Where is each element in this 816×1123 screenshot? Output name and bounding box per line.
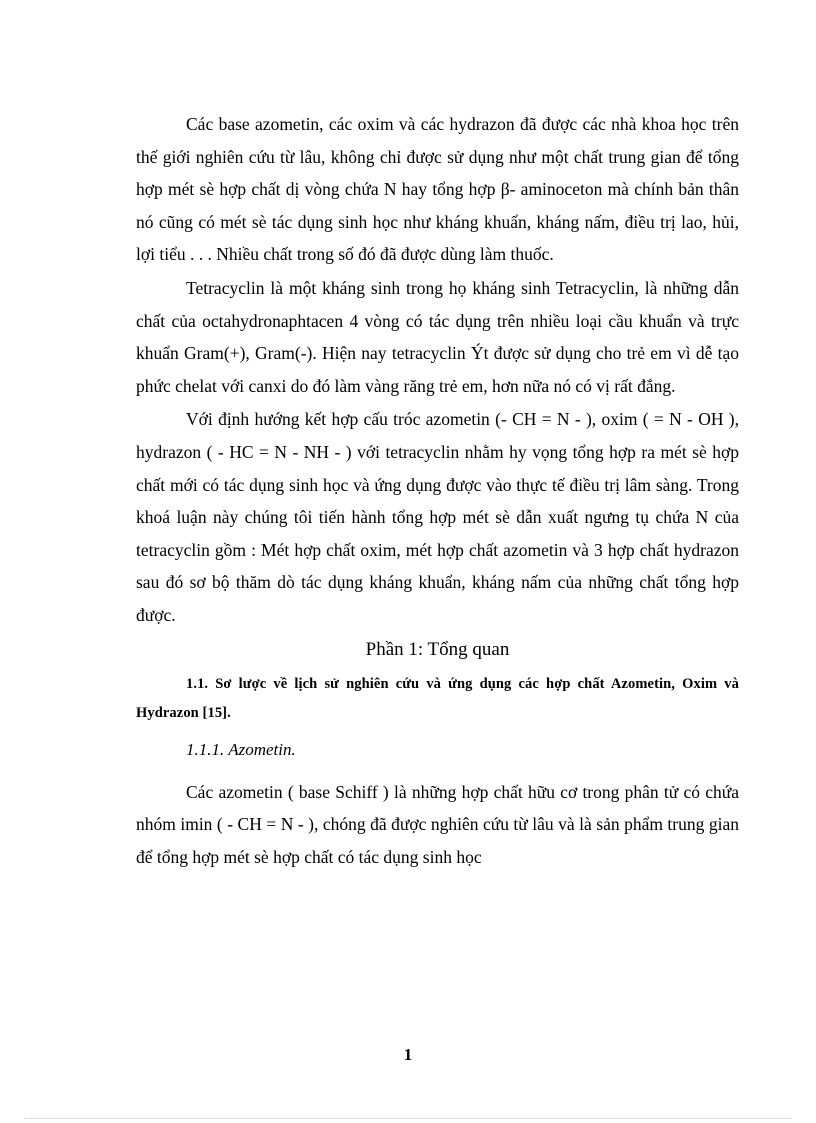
intro-paragraph-2: Tetracyclin là một kháng sinh trong họ kháng sinh Tetracyclin, là những dẫn chất của octahydronaphtacen 4 vòng có tác dụng trên nhiều loại cầu khuẩn và trực khuẩn Gram(+), Gram(-). Hiện nay tetracyclin Ýt được sử dụng cho trẻ em vì dễ tạo phức chelat với canxi do đó làm vàng răng trẻ em, hơn nữa nó có vị rất đắng. <box>136 277 739 396</box>
subsubsection-heading: 1.1.1. Azometin. <box>186 739 296 759</box>
document-page <box>136 108 739 874</box>
section-heading: Phần 1: Tổng quan <box>365 638 510 660</box>
page-number: 1 <box>403 1045 413 1064</box>
subsection-heading: 1.1. Sơ lược về lịch sử nghiên cứu và ứng dụng các hợp chất Azometin, Oxim và Hydrazon [15]. <box>136 675 739 721</box>
azometin-paragraph: Các azometin ( base Schiff ) là những hợp chất hữu cơ trong phân tử có chứa nhóm imin ( - CH = N - ), chóng đã được nghiên cứu từ lâu và là sản phẩm trung gian để tổng hợp mét sè hợp chất có tác dụng sinh học <box>136 781 739 867</box>
page-bottom-divider <box>24 1118 792 1119</box>
intro-paragraph-3: Với định hướng kết hợp cấu tróc azometin (- CH = N - ), oxim ( = N - OH ), hydrazon ( - HC = N - NH - ) với tetracyclin nhằm hy vọng tổng hợp ra mét sè hợp chất mới có tác dụng sinh học và ứng dụng được vào thực tế điều trị lâm sàng. Trong khoá luận này chúng tôi tiến hành tổng hợp mét sè dẫn xuất ngưng tụ chứa N của tetracyclin gồm : Mét hợp chất oxim, mét hợp chất azometin và 3 hợp chất hydrazon sau đó sơ bộ thăm dò tác dụng kháng khuẩn, kháng nấm của những chất tổng hợp được. <box>136 409 739 625</box>
intro-paragraph-1: Các base azometin, các oxim và các hydrazon đã được các nhà khoa học trên thế giới nghiên cứu từ lâu, không chỉ được sử dụng như một chất trung gian để tổng hợp mét sè hợp chất dị vòng chứa N hay tổng hợp β- aminoceton mà chính bản thân nó cũng có mét sè tác dụng sinh học như kháng khuẩn, kháng nấm, điều trị lao, hủi, lợi tiểu . . . Nhiều chất trong số đó đã được dùng làm thuốc. <box>136 114 739 265</box>
